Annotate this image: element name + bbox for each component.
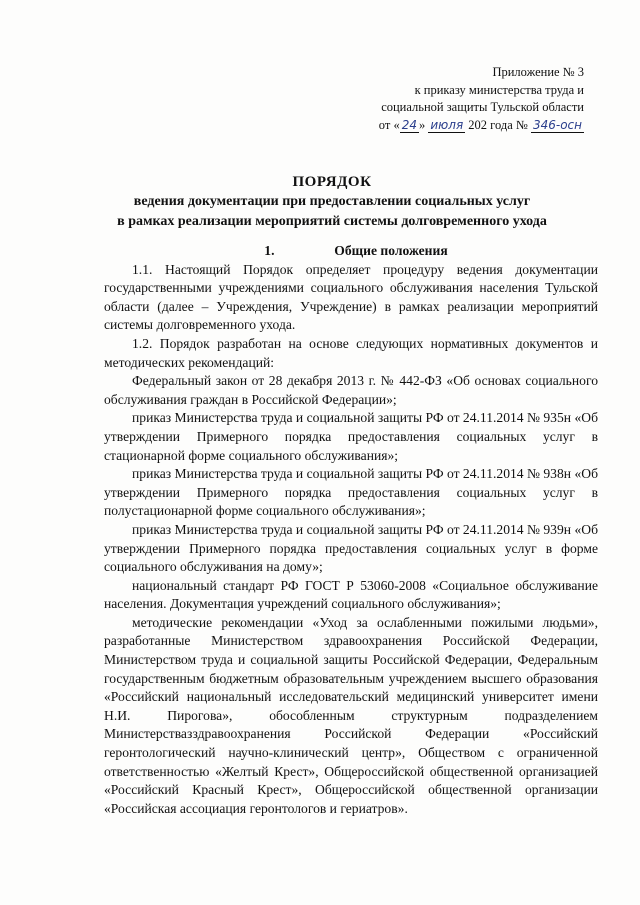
reference-order-935n: приказ Министерства труда и социальной защиты РФ от 24.11.2014 № 935н «Об утверждении Примерного порядка предоставления социальных услуг в стационарной форме социального обслуживания»;: [104, 410, 598, 463]
appendix-number: Приложение № 3: [492, 65, 584, 79]
handwritten-month: июля: [430, 117, 464, 132]
section-heading: [104, 242, 598, 261]
reference-order-938n: приказ Министерства труда и социальной защиты РФ от 24.11.2014 № 938н «Об утверждении Примерного порядка предоставления социальных услуг в полустационарной форме социального обслуживания»;: [104, 466, 598, 519]
title-block: [80, 172, 584, 232]
appendix-header: [379, 64, 584, 134]
document-body: [104, 242, 598, 818]
handwritten-order-number: 346-осн: [532, 117, 582, 132]
reference-gost: национальный стандарт РФ ГОСТ Р 53060-2008 «Социальное обслуживание населения. Документация учреждений социального обслуживания»;: [104, 577, 598, 612]
appendix-ministry: социальной защиты Тульской области: [381, 100, 584, 114]
date-year-suffix: года №: [490, 117, 528, 132]
reference-methodical-recommendations: методические рекомендации «Уход за ослабленными пожилыми людьми», разработанные Министерством здравоохранения Российской Федерации, Министерством труда и социальной защиты Российской Федерации, Федеральным государственным бюджетным образовательным учреждением высшего образования «Российский национальный исследовательский медицинский университет имени Н.И. Пирогова», обособленным структурным подразделением Министерствазздравоохранения Российской Федерации «Российский геронтологический научно-клинический центр», Обществом с ограниченной ответственностью «Желтый Крест», Общероссийской общественной организацией «Российский Красный Крест», Общероссийской общественной организации «Российская ассоциация геронтологов и гериатров».: [104, 614, 598, 816]
paragraph-1-1: 1.1. Настоящий Порядок определяет процедуру ведения документации государственными учреждениями социального обслуживания населения Тульской области (далее – Учреждения, Учреждение) в рамках реализации мероприятий системы долговременного ухода.: [104, 261, 598, 333]
date-close-quote: »: [419, 117, 426, 132]
paragraph-1-2: 1.2. Порядок разработан на основе следующих нормативных документов и методических рекомендаций:: [104, 335, 598, 370]
reference-order-939n: приказ Министерства труда и социальной защиты РФ от 24.11.2014 № 939н «Об утверждении Примерного порядка предоставления социальных услуг в форме социального обслуживания на дому»;: [104, 521, 598, 575]
document-subtitle-line1: ведения документации при предоставлении социальных услуг: [133, 194, 531, 209]
date-year: 202: [468, 117, 491, 132]
appendix-order-ref: к приказу министерства труда и: [414, 82, 584, 97]
handwritten-day: 24: [401, 117, 417, 132]
appendix-date-line: [379, 117, 584, 135]
document-subtitle-line2: в рамках реализации мероприятий системы долговременного ухода: [117, 214, 547, 229]
section-title: Общие положения: [334, 243, 448, 258]
document-title: ПОРЯДОК: [292, 174, 372, 190]
reference-federal-law: Федеральный закон от 28 декабря 2013 г. № 442-ФЗ «Об основах социального обслуживания граждан в Российской Федерации»;: [104, 373, 598, 407]
section-number: 1.: [264, 243, 275, 258]
date-prefix: от «: [378, 117, 400, 132]
